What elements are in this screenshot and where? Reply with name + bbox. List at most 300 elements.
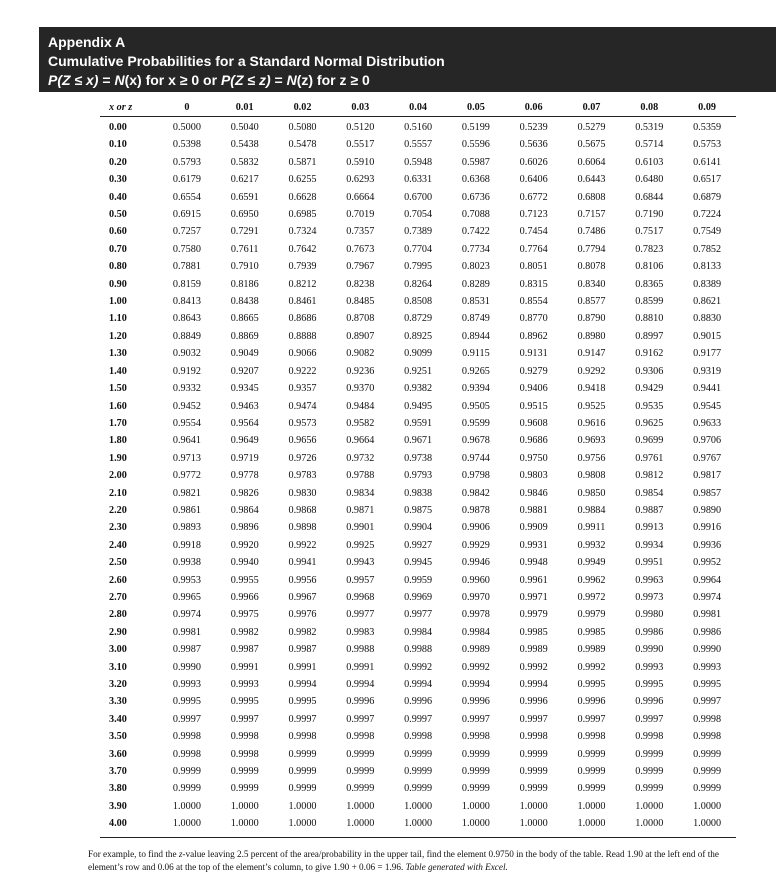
table-cell: 0.9979 <box>519 609 548 621</box>
table-cell: 0.9986 <box>635 626 664 638</box>
table-cell: 0.9999 <box>577 766 606 778</box>
table-cell: 0.6808 <box>577 191 606 203</box>
table-cell: 0.9994 <box>519 679 548 690</box>
table-cell: 0.9429 <box>635 383 664 395</box>
footnote-part-1: For example, to find the <box>88 849 179 859</box>
table-row <box>100 485 736 502</box>
column-header: 0.06 <box>505 100 563 117</box>
table-cell: 1.0000 <box>693 800 722 812</box>
table-cell: 1.0000 <box>172 800 201 812</box>
table-cell: 0.9999 <box>693 766 722 778</box>
table-cell: 0.7611 <box>230 243 259 255</box>
table-cell: 0.8997 <box>635 330 664 342</box>
table-cell: 0.9842 <box>461 487 490 499</box>
table-cell: 0.9744 <box>461 452 490 464</box>
row-header: 0.10 <box>109 139 127 151</box>
table-cell: 0.9881 <box>519 504 548 516</box>
table-cell: 0.7967 <box>346 261 375 273</box>
table-cell: 0.9988 <box>346 644 375 656</box>
table-cell: 0.9812 <box>635 470 664 482</box>
table-cell: 0.9732 <box>346 452 375 464</box>
table-cell: 0.8770 <box>519 313 548 325</box>
table-cell: 0.9671 <box>404 435 433 447</box>
table-cell: 0.9693 <box>577 435 606 447</box>
table-cell: 0.9922 <box>288 539 317 551</box>
table-cell: 1.0000 <box>519 800 548 812</box>
table-cell: 0.9997 <box>693 696 722 708</box>
row-header: 3.70 <box>109 766 127 778</box>
table-cell: 0.9778 <box>230 470 259 482</box>
table-cell: 0.9999 <box>693 748 722 760</box>
table-cell: 0.5517 <box>346 139 375 151</box>
table-cell: 0.9995 <box>172 696 201 708</box>
table-cell: 0.9999 <box>404 766 433 778</box>
table-cell: 0.6736 <box>461 191 490 203</box>
table-cell: 0.8907 <box>346 330 375 342</box>
table-cell: 0.7324 <box>288 226 317 238</box>
table-cell: 0.9982 <box>230 626 259 638</box>
table-cell: 0.5714 <box>635 139 664 151</box>
table-cell: 0.5987 <box>461 156 490 168</box>
table-cell: 0.9996 <box>346 696 375 708</box>
table-row <box>100 815 736 832</box>
table-cell: 0.9131 <box>519 348 548 360</box>
row-header: 3.50 <box>109 731 127 743</box>
table-cell: 0.9418 <box>577 383 606 395</box>
row-header: 2.30 <box>109 522 127 534</box>
table-cell: 0.9192 <box>172 365 201 377</box>
table-cell: 0.5753 <box>693 139 722 151</box>
table-cell: 0.9969 <box>404 591 433 603</box>
row-header: 3.40 <box>109 713 127 725</box>
row-header: 0.20 <box>109 156 127 168</box>
table-cell: 0.9995 <box>577 679 606 690</box>
table-cell: 0.9999 <box>461 783 490 795</box>
table-cell: 0.9956 <box>288 574 317 586</box>
table-row <box>100 258 736 275</box>
table-cell: 0.5279 <box>577 122 606 133</box>
table-cell: 1.0000 <box>577 818 606 830</box>
table-cell: 0.9992 <box>461 661 490 673</box>
table-cell: 0.9974 <box>172 609 201 621</box>
row-header: 1.60 <box>109 400 127 412</box>
table-row <box>100 432 736 449</box>
table-cell: 0.7549 <box>693 226 722 238</box>
table-cell: 0.8289 <box>461 278 490 290</box>
table-cell: 0.9997 <box>172 713 201 725</box>
table-cell: 0.9871 <box>346 504 375 516</box>
row-header: 1.20 <box>109 330 127 342</box>
column-header: 0.08 <box>620 100 678 117</box>
table-cell: 1.0000 <box>404 818 433 830</box>
table-cell: 0.7357 <box>346 226 375 238</box>
table-cell: 0.9952 <box>693 557 722 569</box>
table-cell: 0.9998 <box>577 731 606 743</box>
table-cell: 0.7389 <box>404 226 433 238</box>
table-cell: 0.9649 <box>230 435 259 447</box>
table-cell: 0.7123 <box>519 209 548 221</box>
table-cell: 0.9987 <box>230 644 259 656</box>
row-header: 1.40 <box>109 365 127 377</box>
table-cell: 0.9452 <box>172 400 201 412</box>
table-cell: 0.9980 <box>635 609 664 621</box>
table-cell: 1.0000 <box>288 800 317 812</box>
footnote-part-4: Table generated with Excel. <box>405 862 508 872</box>
table-cell: 1.0000 <box>230 818 259 830</box>
table-row <box>100 276 736 293</box>
table-cell: 0.8508 <box>404 296 433 308</box>
row-header: 0.30 <box>109 174 127 186</box>
table-cell: 0.9990 <box>635 644 664 656</box>
table-row <box>100 537 736 554</box>
table-cell: 0.7054 <box>404 209 433 221</box>
table-cell: 0.9972 <box>577 591 606 603</box>
table-cell: 0.9884 <box>577 504 606 516</box>
table-cell: 0.9997 <box>635 713 664 725</box>
table-cell: 0.9999 <box>519 766 548 778</box>
table-cell: 0.8810 <box>635 313 664 325</box>
table-cell: 0.9846 <box>519 487 548 499</box>
footnote <box>88 848 738 874</box>
table-cell: 0.5040 <box>230 122 259 133</box>
column-header-row <box>100 100 736 117</box>
table-cell: 0.9306 <box>635 365 664 377</box>
table-cell: 0.9495 <box>404 400 433 412</box>
table-cell: 0.7910 <box>230 261 259 273</box>
table-cell: 0.9995 <box>693 679 722 690</box>
table-cell: 0.5199 <box>461 122 490 133</box>
table-cell: 0.9996 <box>519 696 548 708</box>
table-cell: 0.9959 <box>404 574 433 586</box>
table-cell: 0.9927 <box>404 539 433 551</box>
table-cell: 0.9788 <box>346 470 375 482</box>
table-cell: 0.7517 <box>635 226 664 238</box>
table-cell: 0.7422 <box>461 226 490 238</box>
table-cell: 0.9898 <box>288 522 317 534</box>
row-header: 2.20 <box>109 504 127 516</box>
table-cell: 0.9896 <box>230 522 259 534</box>
table-cell: 0.6591 <box>230 191 259 203</box>
table-cell: 0.9099 <box>404 348 433 360</box>
table-row <box>100 780 736 797</box>
table-cell: 0.6915 <box>172 209 201 221</box>
table-cell: 0.9949 <box>577 557 606 569</box>
table-cell: 0.9998 <box>693 713 722 725</box>
table-cell: 0.9990 <box>693 644 722 656</box>
table-cell: 0.9793 <box>404 470 433 482</box>
column-header: 0.01 <box>216 100 274 117</box>
table-cell: 0.9608 <box>519 417 548 429</box>
table-cell: 0.9997 <box>461 713 490 725</box>
table-cell: 0.9817 <box>693 470 722 482</box>
table-cell: 0.8389 <box>693 278 722 290</box>
table-cell: 0.6844 <box>635 191 664 203</box>
table-cell: 0.9909 <box>519 522 548 534</box>
table-cell: 0.9988 <box>404 644 433 656</box>
table-cell: 0.9251 <box>404 365 433 377</box>
table-cell: 0.7704 <box>404 243 433 255</box>
table-cell: 0.5832 <box>230 156 259 168</box>
table-cell: 0.9962 <box>577 574 606 586</box>
table-cell: 0.9955 <box>230 574 259 586</box>
table-cell: 0.5910 <box>346 156 375 168</box>
row-header: 1.30 <box>109 348 127 360</box>
table-cell: 0.9994 <box>346 679 375 690</box>
table-row <box>100 136 736 153</box>
table-cell: 0.9999 <box>288 766 317 778</box>
row-header: 1.80 <box>109 435 127 447</box>
table-cell: 0.9207 <box>230 365 259 377</box>
eq-part-d: (x) for x ≥ 0 or <box>124 72 221 88</box>
table-cell: 0.6554 <box>172 191 201 203</box>
table-cell: 0.6293 <box>346 174 375 186</box>
probability-definition <box>48 71 776 90</box>
row-header: 3.90 <box>109 800 127 812</box>
table-cell: 0.6879 <box>693 191 722 203</box>
table-cell: 0.5080 <box>288 122 317 133</box>
table-cell: 0.8729 <box>404 313 433 325</box>
table-cell: 0.6772 <box>519 191 548 203</box>
table-cell: 0.8051 <box>519 261 548 273</box>
table-cell: 0.6026 <box>519 156 548 168</box>
table-cell: 0.9999 <box>577 748 606 760</box>
table-cell: 0.8485 <box>346 296 375 308</box>
table-cell: 0.9678 <box>461 435 490 447</box>
table-cell: 0.9463 <box>230 400 259 412</box>
table-cell: 0.6255 <box>288 174 317 186</box>
table-cell: 0.8790 <box>577 313 606 325</box>
table-row <box>100 380 736 397</box>
table-cell: 0.9989 <box>577 644 606 656</box>
table-cell: 0.9916 <box>693 522 722 534</box>
table-cell: 0.9772 <box>172 470 201 482</box>
table-cell: 1.0000 <box>635 818 664 830</box>
table-cell: 0.9525 <box>577 400 606 412</box>
table-cell: 0.9990 <box>172 661 201 673</box>
table-cell: 0.9938 <box>172 557 201 569</box>
table-cell: 0.9808 <box>577 470 606 482</box>
table-cell: 0.6517 <box>693 174 722 186</box>
table-row <box>100 293 736 310</box>
table-cell: 0.8554 <box>519 296 548 308</box>
table-cell: 0.9985 <box>577 626 606 638</box>
table-row <box>100 746 736 763</box>
table-cell: 0.9975 <box>230 609 259 621</box>
table-cell: 0.9861 <box>172 504 201 516</box>
row-header: 1.00 <box>109 296 127 308</box>
table-cell: 0.9406 <box>519 383 548 395</box>
table-cell: 1.0000 <box>230 800 259 812</box>
table-cell: 0.7257 <box>172 226 201 238</box>
table-cell: 0.5398 <box>172 139 201 151</box>
table-cell: 0.9996 <box>577 696 606 708</box>
table-cell: 0.9686 <box>519 435 548 447</box>
table-row <box>100 798 736 815</box>
table-cell: 0.9929 <box>461 539 490 551</box>
table-cell: 0.9901 <box>346 522 375 534</box>
table-cell: 0.9066 <box>288 348 317 360</box>
table-cell: 0.5000 <box>172 122 201 133</box>
appendix-label: Appendix A <box>48 34 126 50</box>
table-cell: 0.9999 <box>288 783 317 795</box>
table-cell: 0.9913 <box>635 522 664 534</box>
row-header: 3.10 <box>109 661 127 673</box>
table-cell: 0.9999 <box>288 748 317 760</box>
table-cell: 0.9222 <box>288 365 317 377</box>
table-cell: 0.9999 <box>172 783 201 795</box>
table-cell: 0.9750 <box>519 452 548 464</box>
table-cell: 0.7486 <box>577 226 606 238</box>
table-cell: 0.9911 <box>577 522 606 534</box>
table-cell: 0.9993 <box>172 679 201 690</box>
table-cell: 0.9946 <box>461 557 490 569</box>
table-cell: 0.5557 <box>404 139 433 151</box>
row-header: 3.00 <box>109 644 127 656</box>
table-cell: 0.9964 <box>693 574 722 586</box>
table-cell: 0.9995 <box>230 696 259 708</box>
table-cell: 0.9906 <box>461 522 490 534</box>
table-row <box>100 624 736 641</box>
table-cell: 0.9582 <box>346 417 375 429</box>
table-cell: 0.6950 <box>230 209 259 221</box>
table-cell: 0.9998 <box>346 731 375 743</box>
eq-part-c: N <box>114 72 125 88</box>
table-cell: 1.0000 <box>404 800 433 812</box>
table-cell: 0.9978 <box>461 609 490 621</box>
table-cell: 0.9738 <box>404 452 433 464</box>
table-cell: 0.9948 <box>519 557 548 569</box>
column-header: 0 <box>158 100 216 117</box>
table-cell: 0.9162 <box>635 348 664 360</box>
row-header: 0.60 <box>109 226 127 238</box>
table-cell: 0.9999 <box>230 766 259 778</box>
table-cell: 0.9049 <box>230 348 259 360</box>
table-cell: 0.8925 <box>404 330 433 342</box>
table-cell: 0.6443 <box>577 174 606 186</box>
table-cell: 0.8238 <box>346 278 375 290</box>
table-cell: 0.9370 <box>346 383 375 395</box>
table-row <box>100 572 736 589</box>
table-cell: 0.9992 <box>404 661 433 673</box>
table-cell: 0.9997 <box>577 713 606 725</box>
table-cell: 0.7642 <box>288 243 317 255</box>
table-cell: 0.9991 <box>288 661 317 673</box>
table-cell: 0.9265 <box>461 365 490 377</box>
table-cell: 0.9992 <box>519 661 548 673</box>
table-cell: 0.9998 <box>519 731 548 743</box>
table-cell: 0.9656 <box>288 435 317 447</box>
row-header: 3.30 <box>109 696 127 708</box>
table-cell: 0.9995 <box>635 679 664 690</box>
footnote-part-2: z <box>178 849 183 859</box>
table-cell: 0.7291 <box>230 226 259 238</box>
table-row <box>100 189 736 206</box>
table-cell: 0.9999 <box>577 783 606 795</box>
table-cell: 0.9967 <box>288 591 317 603</box>
table-cell: 0.5675 <box>577 139 606 151</box>
table-cell: 0.9977 <box>346 609 375 621</box>
table-cell: 0.8078 <box>577 261 606 273</box>
table-cell: 0.9984 <box>404 626 433 638</box>
table-cell: 0.9976 <box>288 609 317 621</box>
table-cell: 0.9706 <box>693 435 722 447</box>
table-cell: 0.9834 <box>346 487 375 499</box>
table-cell: 0.9641 <box>172 435 201 447</box>
table-cell: 0.9292 <box>577 365 606 377</box>
table-cell: 0.9756 <box>577 452 606 464</box>
table-cell: 0.9925 <box>346 539 375 551</box>
table-row <box>100 502 736 519</box>
table-cell: 0.9999 <box>346 783 375 795</box>
table-cell: 0.9441 <box>693 383 722 395</box>
table-row <box>100 711 736 728</box>
table-cell: 0.8438 <box>230 296 259 308</box>
table-cell: 0.7088 <box>461 209 490 221</box>
table-cell: 1.0000 <box>519 818 548 830</box>
table-row <box>100 117 736 137</box>
table-cell: 0.5120 <box>346 122 375 133</box>
table-cell: 0.9979 <box>577 609 606 621</box>
table-cell: 0.5160 <box>404 122 433 133</box>
column-header: 0.04 <box>389 100 447 117</box>
table-cell: 0.9985 <box>519 626 548 638</box>
table-cell: 0.8340 <box>577 278 606 290</box>
table-cell: 0.9625 <box>635 417 664 429</box>
table-cell: 0.9850 <box>577 487 606 499</box>
row-header: 2.00 <box>109 470 127 482</box>
table-cell: 1.0000 <box>346 800 375 812</box>
table-cell: 0.9713 <box>172 452 201 464</box>
table-cell: 0.9857 <box>693 487 722 499</box>
table-cell: 0.8159 <box>172 278 201 290</box>
table-cell: 0.9875 <box>404 504 433 516</box>
table-body <box>100 117 736 833</box>
table-row <box>100 606 736 623</box>
table-cell: 0.9345 <box>230 383 259 395</box>
table-cell: 0.9932 <box>577 539 606 551</box>
row-header: 0.90 <box>109 278 127 290</box>
table-cell: 0.9147 <box>577 348 606 360</box>
table-cell: 0.9357 <box>288 383 317 395</box>
table-cell: 0.9920 <box>230 539 259 551</box>
table-cell: 0.9989 <box>461 644 490 656</box>
table-cell: 0.9893 <box>172 522 201 534</box>
table-cell: 0.9484 <box>346 400 375 412</box>
table-row <box>100 206 736 223</box>
table-cell: 0.7794 <box>577 243 606 255</box>
table-cell: 0.9515 <box>519 400 548 412</box>
table-cell: 0.9803 <box>519 470 548 482</box>
table-cell: 0.7823 <box>635 243 664 255</box>
table-cell: 0.9966 <box>230 591 259 603</box>
table-cell: 0.8944 <box>461 330 490 342</box>
table-cell: 0.7224 <box>693 209 722 221</box>
table-cell: 0.9989 <box>519 644 548 656</box>
table-cell: 0.9890 <box>693 504 722 516</box>
table-title: Cumulative Probabilities for a Standard Normal Distribution <box>48 53 445 69</box>
table-cell: 0.9726 <box>288 452 317 464</box>
table-cell: 0.6103 <box>635 156 664 168</box>
table-cell: 0.9633 <box>693 417 722 429</box>
table-cell: 0.9999 <box>346 766 375 778</box>
table-cell: 0.9573 <box>288 417 317 429</box>
column-header: 0.05 <box>447 100 505 117</box>
table-cell: 0.5871 <box>288 156 317 168</box>
footnote-part-3: -value leaving 2.5 percent of the area/probability in the upper tail, find the element 0.9750 in the body of the table. Read 1.90 at the left end of the element’s row and 0.06 at the top of the element’s column, to give 1.90 + 0.06 = 1.96. <box>88 849 719 872</box>
table-cell: 0.9999 <box>519 783 548 795</box>
table-cell: 0.9997 <box>404 713 433 725</box>
table-cell: 0.5359 <box>693 122 722 133</box>
